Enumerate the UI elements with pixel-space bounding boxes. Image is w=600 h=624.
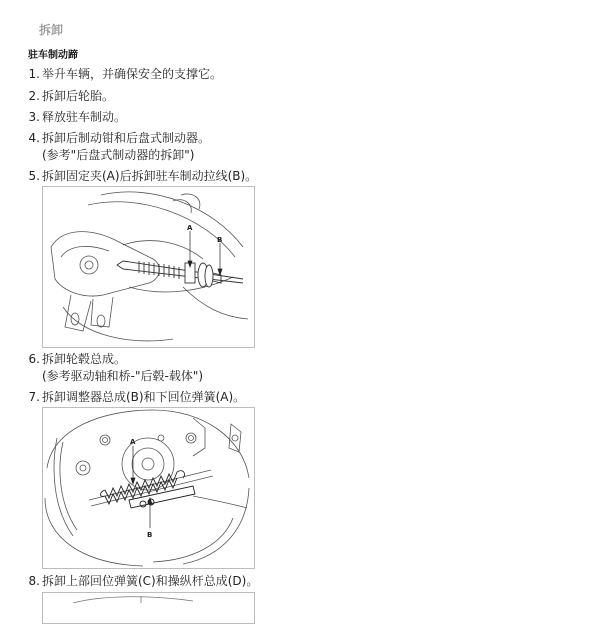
subsection-title: 驻车制动蹄 — [28, 50, 78, 61]
step-4-reference-note: (参考"后盘式制动器的拆卸") — [42, 148, 195, 162]
step-text: 拆卸调整器总成(B)和下回位弹簧(A)。 — [42, 390, 246, 404]
figure-label-b: B — [147, 531, 153, 539]
step-number: 7. — [28, 390, 40, 404]
step-text: 拆卸轮毂总成。 — [42, 352, 127, 366]
adjuster-spring-drawing — [43, 408, 254, 568]
step-text: 释放驻车制动。 — [42, 110, 127, 124]
step-text: 拆卸后制动钳和后盘式制动器。 — [42, 131, 211, 145]
step-number: 2. — [28, 89, 40, 103]
step-text: 拆卸上部回位弹簧(C)和操纵杆总成(D)。 — [42, 574, 259, 588]
step-number: 3. — [28, 110, 40, 124]
section-heading: 拆卸 — [39, 23, 64, 37]
figure-label-b: B — [217, 236, 223, 244]
parking-brake-cable-drawing — [43, 187, 254, 347]
step-number: 6. — [28, 352, 40, 366]
step-6-reference-note: (参考驱动轴和桥-"后毂-载体") — [42, 369, 204, 383]
step-text: 拆卸后轮胎。 — [42, 89, 115, 103]
step-number: 5. — [28, 169, 40, 183]
step-number: 4. — [28, 131, 40, 145]
step-text: 举升车辆，并确保安全的支撑它。 — [42, 67, 223, 81]
step-number: 8. — [28, 574, 40, 588]
adjuster-spring-figure — [42, 407, 255, 569]
parking-brake-cable-figure — [42, 186, 255, 348]
figure-label-a: A — [187, 224, 193, 232]
step-number: 1. — [28, 67, 40, 81]
upper-spring-figure-partial — [42, 592, 255, 624]
step-text: 拆卸固定夹(A)后拆卸驻车制动拉线(B)。 — [42, 169, 258, 183]
figure-label-a: A — [130, 438, 136, 446]
